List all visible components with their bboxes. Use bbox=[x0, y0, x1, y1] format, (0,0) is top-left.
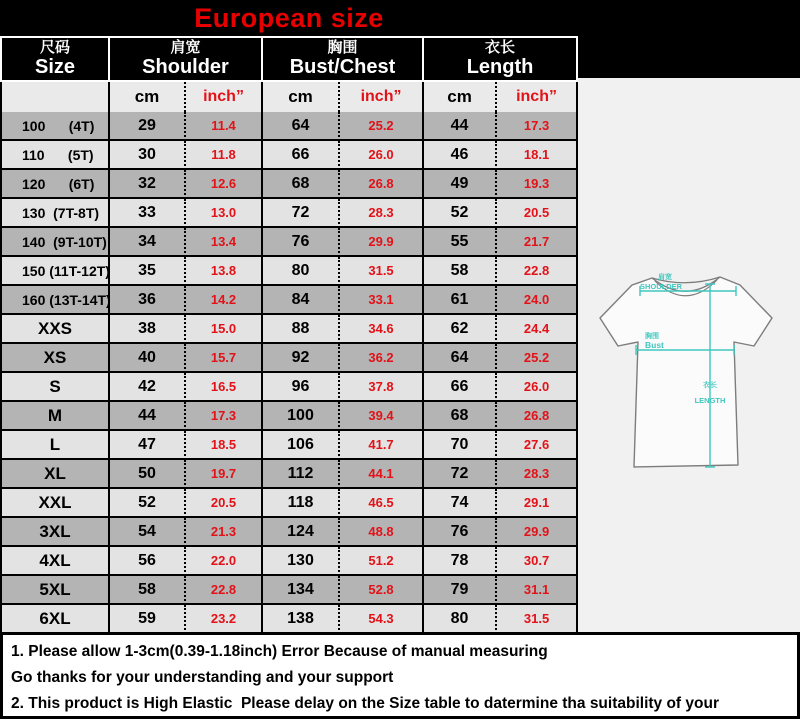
header-size bbox=[0, 36, 110, 82]
size-cell: 150 (11T-12T) bbox=[0, 257, 110, 286]
inch-value-cell: 24.4 bbox=[497, 315, 578, 344]
inch-value-cell: 14.2 bbox=[186, 286, 263, 315]
cm-value-cell: 70 bbox=[424, 431, 497, 460]
inch-value-cell: 19.3 bbox=[497, 170, 578, 199]
cm-value-cell: 68 bbox=[263, 170, 340, 199]
header-size-en: Size bbox=[34, 56, 76, 78]
table-row bbox=[0, 170, 578, 199]
size-cell: 5XL bbox=[0, 576, 110, 605]
shoulder-label-en: SHOULDER bbox=[640, 282, 683, 291]
cm-value-cell: 96 bbox=[263, 373, 340, 402]
header-length-zh: 衣长 bbox=[485, 39, 516, 56]
size-cell: M bbox=[0, 402, 110, 431]
table-row bbox=[0, 576, 578, 605]
inch-value-cell: 23.2 bbox=[186, 605, 263, 634]
size-table bbox=[0, 36, 578, 634]
inch-value-cell: 29.9 bbox=[497, 518, 578, 547]
size-cell: 130 (7T-8T) bbox=[0, 199, 110, 228]
cm-value-cell: 64 bbox=[263, 112, 340, 141]
table-row bbox=[0, 315, 578, 344]
cm-value-cell: 88 bbox=[263, 315, 340, 344]
inch-value-cell: 21.7 bbox=[497, 228, 578, 257]
inch-value-cell: 20.5 bbox=[497, 199, 578, 228]
inch-value-cell: 17.3 bbox=[186, 402, 263, 431]
inch-value-cell: 54.3 bbox=[340, 605, 424, 634]
cm-value-cell: 49 bbox=[424, 170, 497, 199]
cm-value-cell: 80 bbox=[424, 605, 497, 634]
cm-value-cell: 34 bbox=[110, 228, 186, 257]
size-cell: 140 (9T-10T) bbox=[0, 228, 110, 257]
cm-value-cell: 62 bbox=[424, 315, 497, 344]
cm-value-cell: 76 bbox=[263, 228, 340, 257]
length-label-en: LENGTH bbox=[694, 396, 726, 405]
cm-value-cell: 33 bbox=[110, 199, 186, 228]
inch-value-cell: 24.0 bbox=[497, 286, 578, 315]
inch-value-cell: 11.4 bbox=[186, 112, 263, 141]
cm-value-cell: 112 bbox=[263, 460, 340, 489]
size-cell: XL bbox=[0, 460, 110, 489]
notes-section bbox=[0, 632, 800, 719]
cm-value-cell: 74 bbox=[424, 489, 497, 518]
table-row bbox=[0, 460, 578, 489]
cm-value-cell: 54 bbox=[110, 518, 186, 547]
cm-value-cell: 78 bbox=[424, 547, 497, 576]
note-line: Go thanks for your understanding and your support bbox=[11, 669, 394, 686]
inch-value-cell: 18.1 bbox=[497, 141, 578, 170]
cm-value-cell: 80 bbox=[263, 257, 340, 286]
cm-value-cell: 72 bbox=[263, 199, 340, 228]
cm-value-cell: 58 bbox=[424, 257, 497, 286]
cm-value-cell: 138 bbox=[263, 605, 340, 634]
size-cell: 4XL bbox=[0, 547, 110, 576]
cm-value-cell: 52 bbox=[110, 489, 186, 518]
table-row bbox=[0, 199, 578, 228]
inch-value-cell: 19.7 bbox=[186, 460, 263, 489]
header-shoulder-en: Shoulder bbox=[142, 56, 229, 78]
header-bust-en: Bust/Chest bbox=[289, 56, 396, 78]
inch-value-cell: 26.8 bbox=[497, 402, 578, 431]
inch-value-cell: 25.2 bbox=[497, 344, 578, 373]
cm-value-cell: 100 bbox=[263, 402, 340, 431]
unit-cm-length: cm bbox=[424, 82, 497, 112]
length-label-zh: 衣长 bbox=[703, 382, 717, 389]
inch-value-cell: 11.8 bbox=[186, 141, 263, 170]
inch-value-cell: 12.6 bbox=[186, 170, 263, 199]
inch-value-cell: 44.1 bbox=[340, 460, 424, 489]
table-row bbox=[0, 373, 578, 402]
cm-value-cell: 44 bbox=[424, 112, 497, 141]
unit-inch-length: inch” bbox=[497, 82, 578, 112]
inch-value-cell: 21.3 bbox=[186, 518, 263, 547]
unit-cm-shoulder: cm bbox=[110, 82, 186, 112]
inch-value-cell: 26.8 bbox=[340, 170, 424, 199]
cm-value-cell: 130 bbox=[263, 547, 340, 576]
inch-value-cell: 13.0 bbox=[186, 199, 263, 228]
cm-value-cell: 92 bbox=[263, 344, 340, 373]
inch-value-cell: 41.7 bbox=[340, 431, 424, 460]
inch-value-cell: 13.8 bbox=[186, 257, 263, 286]
cm-value-cell: 59 bbox=[110, 605, 186, 634]
inch-value-cell: 22.8 bbox=[186, 576, 263, 605]
tshirt-diagram bbox=[578, 78, 800, 632]
cm-value-cell: 55 bbox=[424, 228, 497, 257]
size-cell: 6XL bbox=[0, 605, 110, 634]
cm-value-cell: 46 bbox=[424, 141, 497, 170]
cm-value-cell: 118 bbox=[263, 489, 340, 518]
units-row bbox=[0, 82, 578, 112]
unit-inch-shoulder: inch” bbox=[186, 82, 263, 112]
size-cell: L bbox=[0, 431, 110, 460]
table-row bbox=[0, 257, 578, 286]
cm-value-cell: 66 bbox=[424, 373, 497, 402]
inch-value-cell: 20.5 bbox=[186, 489, 263, 518]
bust-label-en: Bust bbox=[645, 340, 664, 350]
inch-value-cell: 22.0 bbox=[186, 547, 263, 576]
size-cell: XXS bbox=[0, 315, 110, 344]
note-line: 1. Please allow 1-3cm(0.39-1.18inch) Error Because of manual measuring bbox=[11, 643, 548, 660]
cm-value-cell: 61 bbox=[424, 286, 497, 315]
cm-value-cell: 47 bbox=[110, 431, 186, 460]
inch-value-cell: 31.5 bbox=[340, 257, 424, 286]
cm-value-cell: 38 bbox=[110, 315, 186, 344]
table-row bbox=[0, 547, 578, 576]
tshirt-diagram-panel bbox=[578, 78, 800, 632]
cm-value-cell: 64 bbox=[424, 344, 497, 373]
cm-value-cell: 36 bbox=[110, 286, 186, 315]
cm-value-cell: 58 bbox=[110, 576, 186, 605]
inch-value-cell: 30.7 bbox=[497, 547, 578, 576]
cm-value-cell: 66 bbox=[263, 141, 340, 170]
inch-value-cell: 29.9 bbox=[340, 228, 424, 257]
inch-value-cell: 52.8 bbox=[340, 576, 424, 605]
header-size-zh: 尺码 bbox=[39, 39, 70, 56]
inch-value-cell: 15.7 bbox=[186, 344, 263, 373]
cm-value-cell: 134 bbox=[263, 576, 340, 605]
size-cell: 160 (13T-14T) bbox=[0, 286, 110, 315]
size-cell: 120 (6T) bbox=[0, 170, 110, 199]
table-row bbox=[0, 344, 578, 373]
table-row bbox=[0, 402, 578, 431]
note-line: 2. This product is High Elastic Please delay on the Size table to datermine tha suitability of your bbox=[11, 695, 719, 712]
size-cell: XS bbox=[0, 344, 110, 373]
table-row bbox=[0, 605, 578, 634]
inch-value-cell: 22.8 bbox=[497, 257, 578, 286]
table-row bbox=[0, 286, 578, 315]
header-shoulder bbox=[110, 36, 263, 82]
bust-label-zh: 胸围 bbox=[645, 333, 659, 340]
inch-value-cell: 34.6 bbox=[340, 315, 424, 344]
size-cell: S bbox=[0, 373, 110, 402]
cm-value-cell: 40 bbox=[110, 344, 186, 373]
cm-value-cell: 35 bbox=[110, 257, 186, 286]
tshirt-outline bbox=[600, 277, 772, 467]
shoulder-label-zh: 肩宽 bbox=[658, 274, 672, 281]
size-cell: 3XL bbox=[0, 518, 110, 547]
table-row bbox=[0, 431, 578, 460]
cm-value-cell: 50 bbox=[110, 460, 186, 489]
unit-inch-bust: inch” bbox=[340, 82, 424, 112]
inch-value-cell: 39.4 bbox=[340, 402, 424, 431]
cm-value-cell: 79 bbox=[424, 576, 497, 605]
cm-value-cell: 42 bbox=[110, 373, 186, 402]
cm-value-cell: 32 bbox=[110, 170, 186, 199]
inch-value-cell: 18.5 bbox=[186, 431, 263, 460]
inch-value-cell: 31.1 bbox=[497, 576, 578, 605]
inch-value-cell: 16.5 bbox=[186, 373, 263, 402]
inch-value-cell: 17.3 bbox=[497, 112, 578, 141]
cm-value-cell: 56 bbox=[110, 547, 186, 576]
inch-value-cell: 28.3 bbox=[497, 460, 578, 489]
cm-value-cell: 72 bbox=[424, 460, 497, 489]
inch-value-cell: 31.5 bbox=[497, 605, 578, 634]
table-row bbox=[0, 228, 578, 257]
header-length bbox=[424, 36, 578, 82]
size-cell: XXL bbox=[0, 489, 110, 518]
cm-value-cell: 76 bbox=[424, 518, 497, 547]
size-table-body bbox=[0, 112, 578, 634]
inch-value-cell: 13.4 bbox=[186, 228, 263, 257]
inch-value-cell: 33.1 bbox=[340, 286, 424, 315]
header-bust-zh: 胸围 bbox=[327, 39, 358, 56]
header-length-en: Length bbox=[466, 56, 534, 78]
header-shoulder-zh: 肩宽 bbox=[170, 39, 201, 56]
size-cell: 110 (5T) bbox=[0, 141, 110, 170]
inch-value-cell: 26.0 bbox=[497, 373, 578, 402]
cm-value-cell: 44 bbox=[110, 402, 186, 431]
table-row bbox=[0, 112, 578, 141]
cm-value-cell: 124 bbox=[263, 518, 340, 547]
cm-value-cell: 106 bbox=[263, 431, 340, 460]
page-title: European size bbox=[194, 2, 384, 33]
unit-cm-bust: cm bbox=[263, 82, 340, 112]
inch-value-cell: 51.2 bbox=[340, 547, 424, 576]
inch-value-cell: 15.0 bbox=[186, 315, 263, 344]
inch-value-cell: 37.8 bbox=[340, 373, 424, 402]
inch-value-cell: 26.0 bbox=[340, 141, 424, 170]
inch-value-cell: 25.2 bbox=[340, 112, 424, 141]
table-row bbox=[0, 489, 578, 518]
inch-value-cell: 48.8 bbox=[340, 518, 424, 547]
table-row bbox=[0, 518, 578, 547]
header-bust bbox=[263, 36, 424, 82]
units-empty-cell bbox=[0, 82, 110, 112]
cm-value-cell: 52 bbox=[424, 199, 497, 228]
cm-value-cell: 68 bbox=[424, 402, 497, 431]
size-cell: 100 (4T) bbox=[0, 112, 110, 141]
inch-value-cell: 36.2 bbox=[340, 344, 424, 373]
inch-value-cell: 46.5 bbox=[340, 489, 424, 518]
cm-value-cell: 29 bbox=[110, 112, 186, 141]
inch-value-cell: 28.3 bbox=[340, 199, 424, 228]
cm-value-cell: 84 bbox=[263, 286, 340, 315]
cm-value-cell: 30 bbox=[110, 141, 186, 170]
inch-value-cell: 29.1 bbox=[497, 489, 578, 518]
header-row bbox=[0, 36, 578, 82]
inch-value-cell: 27.6 bbox=[497, 431, 578, 460]
table-row bbox=[0, 141, 578, 170]
